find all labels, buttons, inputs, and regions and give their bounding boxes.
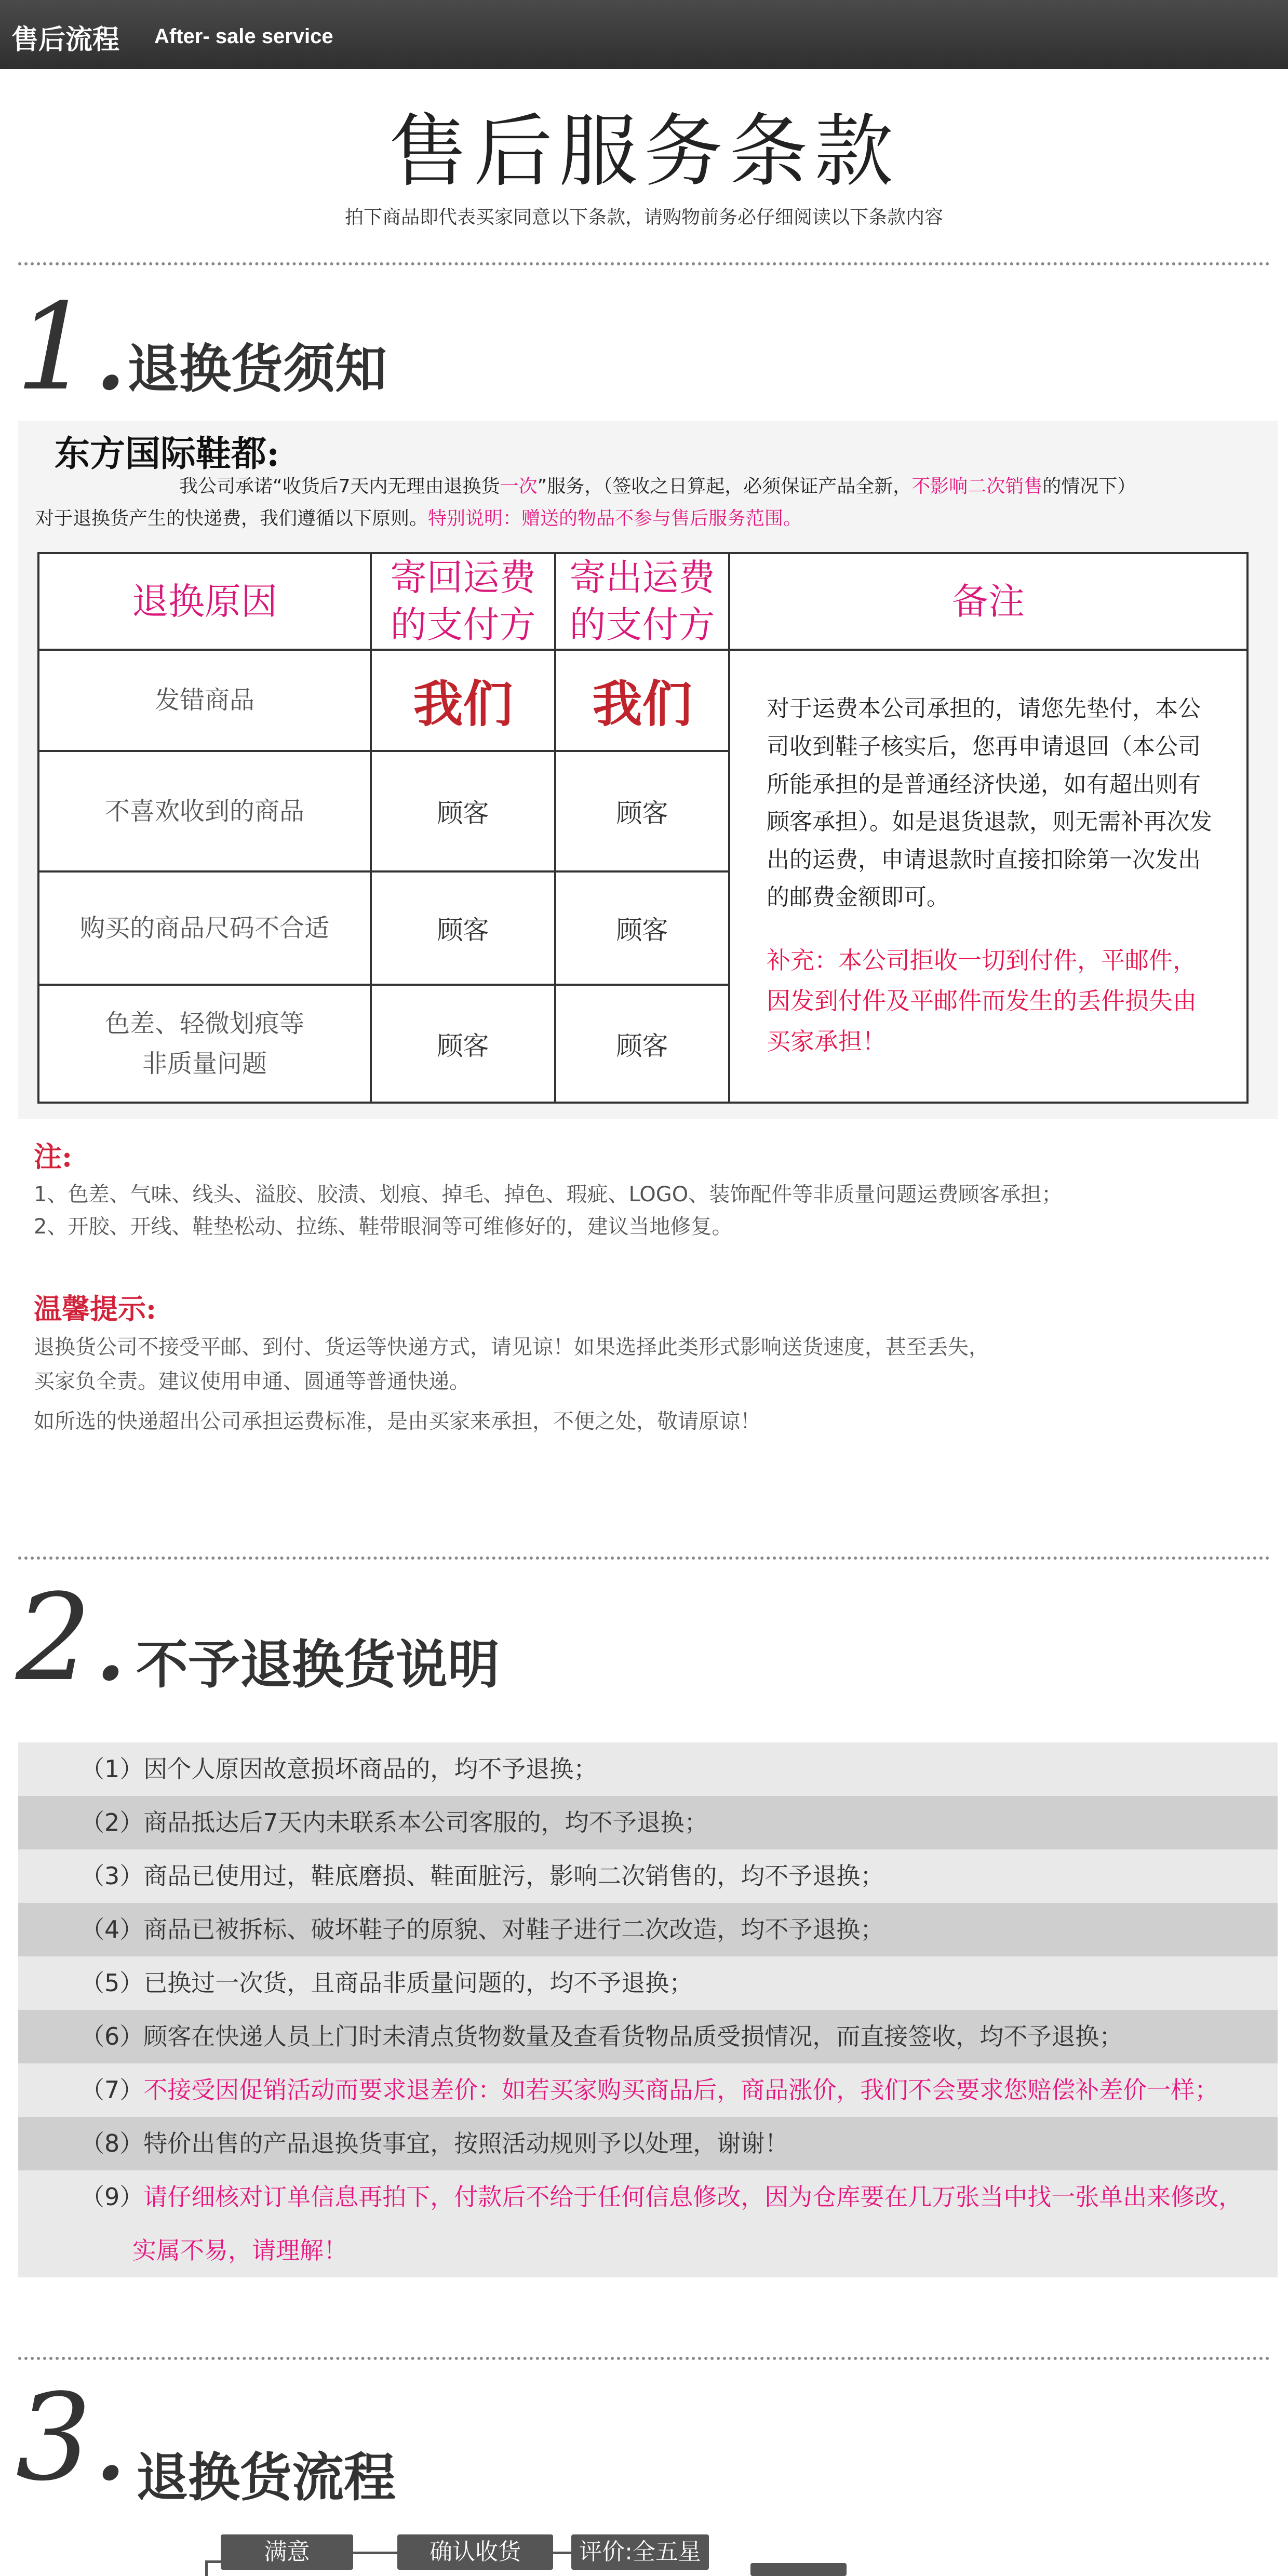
flow-arrow <box>553 2552 571 2554</box>
row-reason: 不喜欢收到的商品 <box>38 751 371 871</box>
list-item: （1）因个人原因故意损坏商品的，均不予退换； <box>18 1742 1278 1796</box>
row-reason: 色差、轻微划痕等 非质量问题 <box>38 985 371 1103</box>
section2-number: 2. <box>16 1569 130 1708</box>
divider <box>18 2357 1270 2360</box>
header-bar <box>0 0 1288 69</box>
list-item: （9）请仔细核对订单信息再拍下，付款后不给于任何信息修改，因为仓库要在几万张当中找一张单出来修改， 实属不易，请理解！ <box>18 2170 1278 2277</box>
header-title-en: After- sale service <box>154 25 333 48</box>
notice-item-2: 2、开胶、开线、鞋垫松动、拉练、鞋带眼洞等可维修好的，建议当地修复。 <box>34 1215 733 1239</box>
tips-item-1: 退换货公司不接受平邮、到付、货运等快递方式，请见谅！如果选择此类形式影响送货速度，甚至丢失， <box>34 1335 989 1359</box>
flow-connector <box>205 2560 221 2563</box>
row-send-payer: 顾客 <box>555 871 729 985</box>
list-item: （2）商品抵达后7天内未联系本公司客服的，均不予退换； <box>18 1796 1278 1849</box>
flow-step-satisfied: 满意 <box>221 2534 353 2570</box>
notice-item-1: 1、色差、气味、线头、溢胶、胶渍、划痕、掉毛、掉色、瑕疵、LOGO、装饰配件等非质量问题运费顾客承担； <box>34 1183 1063 1206</box>
row-reason: 发错商品 <box>38 650 371 751</box>
flow-step-review: 评价:全五星 <box>571 2534 709 2570</box>
notice-label: 注: <box>34 1140 72 1173</box>
row-send-payer: 顾客 <box>555 985 729 1103</box>
note-text: 对于运费本公司承担的，请您先垫付，本公司收到鞋子核实后，您再申请退回（本公司所能承担的是普通经济快递，如有超出则有顾客承担）。如是退货退款，则无需补再次发出的运费，申请退款时直接扣除第一次发出的邮费金额即可。 <box>767 695 1212 911</box>
header-send-fee: 寄出运费 的支付方 <box>555 553 729 650</box>
policy-table <box>37 552 1249 1104</box>
page-title: 售后服务条款 <box>388 105 900 197</box>
intro-line1: 我公司承诺“收货后7天内无理由退换货一次”服务，（签收之日算起，必须保证产品全新，不影响二次销售的情况下） <box>179 476 1136 497</box>
flow-arrow <box>353 2552 397 2554</box>
section3-title: 退换货流程 <box>136 2447 396 2508</box>
section2-title: 不予退换货说明 <box>136 1634 500 1695</box>
brand-name: 东方国际鞋都: <box>55 433 280 475</box>
flow-step-partial <box>750 2563 847 2576</box>
section1-number: 1. <box>16 278 130 417</box>
header-return-fee: 寄回运费 的支付方 <box>371 553 555 650</box>
header-note: 备注 <box>729 553 1247 650</box>
list-item: （7）不接受因促销活动而要求退差价：如若买家购买商品后，商品涨价，我们不会要求您赔偿补差价一样； <box>18 2063 1278 2117</box>
note-cell <box>729 650 1247 1103</box>
row-send-payer: 顾客 <box>555 751 729 871</box>
header-reason: 退换原因 <box>38 553 371 650</box>
list-item: （8）特价出售的产品退换货事宜，按照活动规则予以处理，谢谢！ <box>18 2117 1278 2170</box>
tips-item-2: 买家负全责。建议使用申通、圆通等普通快递。 <box>34 1370 470 1393</box>
divider <box>18 262 1270 265</box>
row-return-payer: 顾客 <box>371 751 555 871</box>
note-extra: 补充：本公司拒收一切到付件，平邮件，因发到付件及平邮件而发生的丢件损失由买家承担！ <box>767 946 1197 1056</box>
header-title-cn: 售后流程 <box>11 24 120 56</box>
section1-title: 退换货须知 <box>127 338 387 399</box>
row-return-payer: 顾客 <box>371 871 555 985</box>
flow-step-confirm-receipt: 确认收货 <box>397 2534 553 2570</box>
page-subtitle: 拍下商品即代表买家同意以下条款，请购物前务必仔细阅读以下条款内容 <box>344 207 943 228</box>
tips-item-3: 如所选的快递超出公司承担运费标准，是由买家来承担，不便之处，敬请原谅！ <box>34 1410 761 1433</box>
table-header-row <box>38 553 1247 650</box>
divider <box>18 1557 1270 1560</box>
list-item: （4）商品已被拆标、破坏鞋子的原貌、对鞋子进行二次改造，均不予退换； <box>18 1903 1278 1956</box>
table-row <box>38 650 1247 751</box>
no-return-list <box>18 1742 1278 2277</box>
list-item: （3）商品已使用过，鞋底磨损、鞋面脏污，影响二次销售的，均不予退换； <box>18 1849 1278 1903</box>
section3-number: 3. <box>16 2369 130 2507</box>
row-return-payer: 顾客 <box>371 985 555 1103</box>
list-item: （6）顾客在快递人员上门时未清点货物数量及查看货物品质受损情况，而直接签收，均不予退换； <box>18 2010 1278 2063</box>
intro-line2: 对于退换货产生的快递费，我们遵循以下原则。特别说明：赠送的物品不参与售后服务范围。 <box>35 508 802 529</box>
tips-label: 温馨提示: <box>34 1292 156 1325</box>
row-return-payer: 我们 <box>371 650 555 751</box>
row-reason: 购买的商品尺码不合适 <box>38 871 371 985</box>
row-send-payer: 我们 <box>555 650 729 751</box>
list-item: （5）已换过一次货，且商品非质量问题的，均不予退换； <box>18 1956 1278 2010</box>
